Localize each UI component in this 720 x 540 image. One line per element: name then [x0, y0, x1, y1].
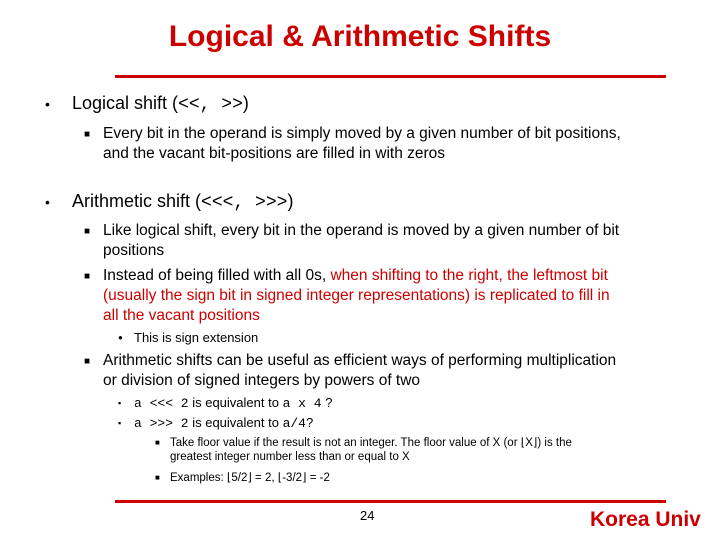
- ex1-mid: is equivalent to: [188, 395, 283, 410]
- bullet-square: ■: [84, 271, 91, 282]
- logical-ops: <<, >>: [178, 95, 243, 115]
- bullet-small: ▪: [118, 418, 122, 428]
- brand-logo-text: Korea Univ: [590, 508, 701, 531]
- logical-close: ): [242, 93, 249, 113]
- footer-divider: [115, 500, 666, 503]
- logical-desc-line2: and the vacant bit-positions are filled in with zeros: [103, 145, 446, 162]
- logical-heading: [72, 93, 249, 115]
- logical-desc-line1: Every bit in the operand is simply moved by a given number of bit positions,: [103, 125, 621, 142]
- logical-label: Logical shift (: [72, 93, 179, 113]
- arith-p2-line1: [103, 267, 608, 285]
- arithmetic-heading: [72, 191, 293, 213]
- bullet-dot: •: [45, 194, 50, 210]
- ex1-code: a <<< 2: [134, 396, 189, 411]
- title-divider: [115, 75, 666, 78]
- ex2-end: ?: [305, 415, 314, 430]
- ex2-code: a >>> 2: [134, 416, 189, 431]
- sign-extension-note: This is sign extension: [134, 330, 259, 345]
- bullet-small-dot: ●: [118, 333, 123, 342]
- floor-note-line1: Take floor value if the result is not an integer. The floor value of X (or ⌊X⌋) is the: [170, 437, 572, 449]
- bullet-square-tiny: ■: [155, 473, 160, 482]
- ex2-mid: is equivalent to: [188, 415, 283, 430]
- bullet-dot: •: [45, 96, 50, 112]
- arithmetic-ops: <<<, >>>: [201, 193, 288, 213]
- ex1-end: ?: [321, 395, 333, 410]
- arith-p1-line1: Like logical shift, every bit in the operand is moved by a given number of bit: [103, 222, 620, 239]
- arith-p2-line3: all the vacant positions: [103, 307, 260, 324]
- ex2-res: a/4: [282, 416, 306, 431]
- floor-examples: Examples: ⌊5/2⌋ = 2, ⌊-3/2⌋ = -2: [170, 472, 330, 484]
- arith-p3-line2: or division of signed integers by powers of two: [103, 372, 421, 389]
- arithmetic-close: ): [287, 191, 294, 211]
- floor-note-line2: greatest integer number less than or equal to X: [170, 451, 410, 463]
- example-mult: [134, 395, 332, 411]
- page-number: 24: [360, 508, 375, 523]
- arith-p1-line2: positions: [103, 242, 165, 259]
- arith-p2-line2: (usually the sign bit in signed integer representations) is replicated to fill in: [103, 287, 610, 304]
- bullet-small: ▪: [118, 398, 122, 408]
- arith-p3-line1: Arithmetic shifts can be useful as efficient ways of performing multiplication: [103, 352, 617, 369]
- arithmetic-label: Arithmetic shift (: [72, 191, 202, 211]
- bullet-square: ■: [84, 129, 91, 140]
- ex1-res: a x 4: [282, 396, 322, 411]
- arith-p2-text: Instead of being filled with all 0s,: [103, 267, 331, 284]
- slide-title: Logical & Arithmetic Shifts: [168, 20, 552, 53]
- arith-p2-highlight: when shifting to the right, the leftmost bit: [330, 267, 608, 284]
- bullet-square-tiny: ■: [155, 438, 160, 447]
- example-div: [134, 415, 313, 431]
- bullet-square: ■: [84, 226, 91, 237]
- bullet-square: ■: [84, 356, 91, 367]
